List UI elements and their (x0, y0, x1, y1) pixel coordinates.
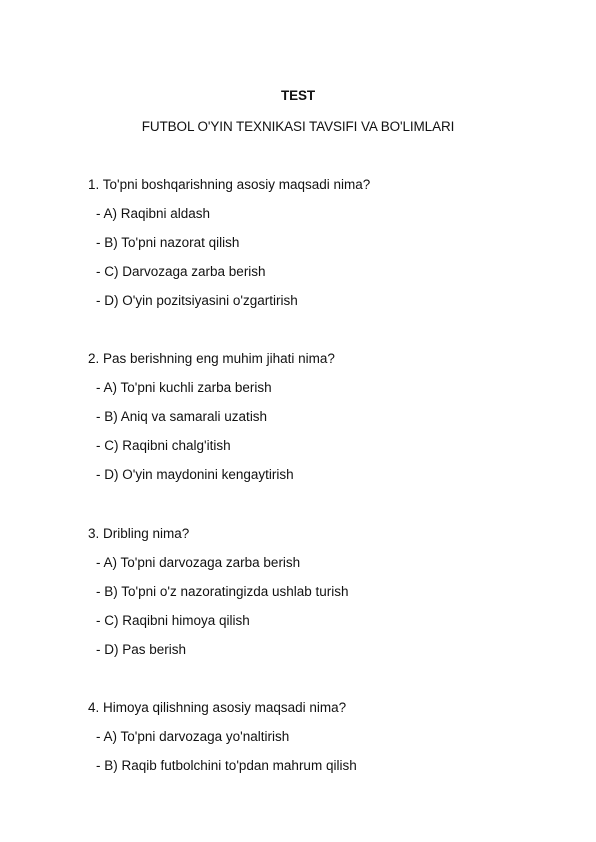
option-b: - B) To'pni o'z nazoratingizda ushlab turish (96, 584, 349, 599)
option-a: - A) To'pni darvozaga yo'naltirish (96, 729, 290, 744)
option-d: - D) Pas berish (96, 642, 187, 657)
question-2 (88, 351, 568, 496)
option-a: - A) Raqibni aldash (96, 206, 211, 221)
document-subtitle: FUTBOL O'YIN TEXNIKASI TAVSIFI VA BO'LIMLARI (141, 119, 455, 134)
option-c: - C) Darvozaga zarba berish (96, 264, 266, 279)
question-text: 3. Dribling nima? (88, 526, 190, 541)
option-b: - B) To'pni nazorat qilish (96, 235, 240, 250)
document-title: TEST (280, 88, 316, 103)
question-text: 4. Himoya qilishning asosiy maqsadi nima? (88, 700, 347, 715)
question-text: 2. Pas berishning eng muhim jihati nima? (88, 351, 335, 366)
option-b: - B) Aniq va samarali uzatish (96, 409, 268, 424)
question-text: 1. To'pni boshqarishning asosiy maqsadi nima? (88, 177, 371, 192)
option-b: - B) Raqib futbolchini to'pdan mahrum qilish (96, 758, 357, 773)
option-c: - C) Raqibni himoya qilish (96, 613, 250, 628)
option-d: - D) O'yin maydonini kengaytirish (96, 467, 294, 482)
option-c: - C) Raqibni chalg'itish (96, 438, 231, 453)
option-a: - A) To'pni darvozaga zarba berish (96, 555, 301, 570)
question-3 (88, 526, 568, 671)
question-4 (88, 700, 568, 787)
option-a: - A) To'pni kuchli zarba berish (96, 380, 272, 395)
question-1 (88, 177, 568, 322)
option-d: - D) O'yin pozitsiyasini o'zgartirish (96, 293, 298, 308)
